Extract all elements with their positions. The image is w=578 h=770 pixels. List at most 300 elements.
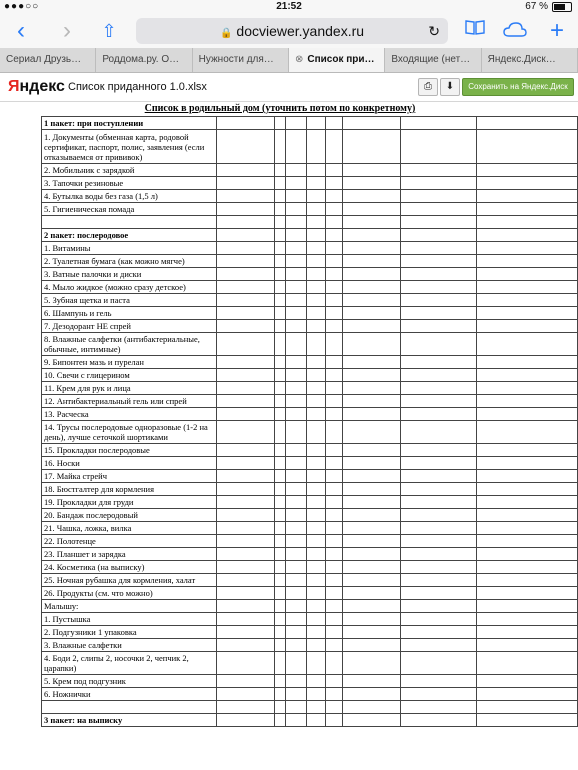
empty-cell[interactable] (400, 421, 476, 444)
empty-cell[interactable] (286, 369, 307, 382)
empty-cell[interactable] (476, 675, 577, 688)
empty-cell[interactable] (274, 701, 286, 714)
empty-cell[interactable] (326, 714, 343, 727)
empty-cell[interactable] (476, 255, 577, 268)
empty-cell[interactable] (286, 421, 307, 444)
empty-cell[interactable] (400, 242, 476, 255)
item-cell[interactable]: 2. Подгузники 1 упаковка (42, 626, 217, 639)
empty-cell[interactable] (217, 574, 274, 587)
empty-cell[interactable] (217, 496, 274, 509)
empty-cell[interactable] (400, 714, 476, 727)
empty-cell[interactable] (400, 356, 476, 369)
empty-cell[interactable] (400, 117, 476, 130)
empty-cell[interactable] (400, 496, 476, 509)
empty-cell[interactable] (476, 701, 577, 714)
empty-cell[interactable] (326, 356, 343, 369)
empty-cell[interactable] (476, 444, 577, 457)
empty-cell[interactable] (217, 535, 274, 548)
empty-cell[interactable] (274, 190, 286, 203)
empty-cell[interactable] (400, 281, 476, 294)
item-cell[interactable]: 5. Крем под подгузник (42, 675, 217, 688)
empty-cell[interactable] (217, 268, 274, 281)
empty-cell[interactable] (307, 444, 326, 457)
empty-cell[interactable] (326, 483, 343, 496)
empty-cell[interactable] (343, 470, 400, 483)
empty-cell[interactable] (307, 369, 326, 382)
empty-cell[interactable] (343, 587, 400, 600)
empty-cell[interactable] (307, 483, 326, 496)
empty-cell[interactable] (286, 626, 307, 639)
empty-cell[interactable] (217, 130, 274, 164)
empty-cell[interactable] (343, 652, 400, 675)
empty-cell[interactable] (217, 561, 274, 574)
empty-cell[interactable] (217, 522, 274, 535)
empty-cell[interactable] (274, 320, 286, 333)
empty-cell[interactable] (476, 470, 577, 483)
empty-cell[interactable] (307, 242, 326, 255)
empty-cell[interactable] (286, 203, 307, 216)
empty-cell[interactable] (343, 268, 400, 281)
empty-cell[interactable] (476, 356, 577, 369)
empty-cell[interactable] (326, 242, 343, 255)
empty-cell[interactable] (274, 483, 286, 496)
empty-cell[interactable] (274, 613, 286, 626)
empty-cell[interactable] (343, 675, 400, 688)
empty-cell[interactable] (400, 255, 476, 268)
empty-cell[interactable] (326, 470, 343, 483)
empty-cell[interactable] (400, 701, 476, 714)
empty-cell[interactable] (400, 382, 476, 395)
empty-cell[interactable] (476, 203, 577, 216)
close-icon[interactable]: ⊗ (294, 54, 304, 65)
empty-cell[interactable] (326, 587, 343, 600)
item-cell[interactable]: 7. Дезодорант НЕ спрей (42, 320, 217, 333)
empty-cell[interactable] (286, 509, 307, 522)
empty-cell[interactable] (343, 408, 400, 421)
empty-cell[interactable] (476, 333, 577, 356)
empty-cell[interactable] (307, 229, 326, 242)
empty-cell[interactable] (217, 483, 274, 496)
empty-cell[interactable] (326, 688, 343, 701)
empty-cell[interactable] (343, 333, 400, 356)
item-cell[interactable]: 25. Ночная рубашка для кормления, халат (42, 574, 217, 587)
item-cell[interactable]: 6. Ножнички (42, 688, 217, 701)
empty-cell[interactable] (343, 190, 400, 203)
empty-cell[interactable] (400, 509, 476, 522)
empty-cell[interactable] (343, 356, 400, 369)
empty-cell[interactable] (307, 320, 326, 333)
empty-cell[interactable] (286, 535, 307, 548)
empty-cell[interactable] (307, 587, 326, 600)
item-cell[interactable]: 5. Гигиеническая помада (42, 203, 217, 216)
empty-cell[interactable] (343, 130, 400, 164)
empty-cell[interactable] (274, 408, 286, 421)
empty-cell[interactable] (286, 255, 307, 268)
empty-cell[interactable] (307, 675, 326, 688)
empty-cell[interactable] (217, 203, 274, 216)
empty-cell[interactable] (343, 369, 400, 382)
empty-cell[interactable] (326, 626, 343, 639)
empty-cell[interactable] (286, 307, 307, 320)
item-cell[interactable]: 9. Бипонтен мазь и пурелан (42, 356, 217, 369)
empty-cell[interactable] (476, 587, 577, 600)
empty-cell[interactable] (326, 548, 343, 561)
empty-cell[interactable] (307, 408, 326, 421)
tab-inbox[interactable]: Входящие (нет… (385, 48, 481, 72)
empty-cell[interactable] (343, 294, 400, 307)
empty-cell[interactable] (307, 688, 326, 701)
empty-cell[interactable] (307, 701, 326, 714)
tab-yandex-disk[interactable]: Яндекс.Диск… (482, 48, 578, 72)
empty-cell[interactable] (217, 242, 274, 255)
empty-cell[interactable] (343, 626, 400, 639)
empty-cell[interactable] (286, 701, 307, 714)
empty-cell[interactable] (307, 216, 326, 229)
empty-cell[interactable] (476, 320, 577, 333)
share-button[interactable]: ⇧ (101, 21, 117, 41)
empty-cell[interactable] (274, 509, 286, 522)
empty-cell[interactable] (286, 294, 307, 307)
item-cell[interactable]: 1 пакет: при поступлении (42, 117, 217, 130)
empty-cell[interactable] (343, 613, 400, 626)
item-cell[interactable]: 2. Мобильник с зарядкой (42, 164, 217, 177)
empty-cell[interactable] (307, 294, 326, 307)
empty-cell[interactable] (217, 117, 274, 130)
empty-cell[interactable] (343, 320, 400, 333)
empty-cell[interactable] (476, 688, 577, 701)
empty-cell[interactable] (400, 639, 476, 652)
empty-cell[interactable] (286, 639, 307, 652)
empty-cell[interactable] (326, 320, 343, 333)
empty-cell[interactable] (217, 229, 274, 242)
empty-cell[interactable] (476, 130, 577, 164)
item-cell[interactable]: 1. Витамины (42, 242, 217, 255)
empty-cell[interactable] (476, 548, 577, 561)
empty-cell[interactable] (274, 164, 286, 177)
empty-cell[interactable] (217, 164, 274, 177)
empty-cell[interactable] (343, 457, 400, 470)
empty-cell[interactable] (343, 714, 400, 727)
tab-serial[interactable]: Сериал Друзь… (0, 48, 96, 72)
empty-cell[interactable] (274, 600, 286, 613)
empty-cell[interactable] (326, 369, 343, 382)
empty-cell[interactable] (476, 639, 577, 652)
empty-cell[interactable] (286, 496, 307, 509)
empty-cell[interactable] (217, 587, 274, 600)
empty-cell[interactable] (274, 714, 286, 727)
item-cell[interactable]: 3. Тапочки резиновые (42, 177, 217, 190)
empty-cell[interactable] (400, 395, 476, 408)
empty-cell[interactable] (400, 369, 476, 382)
empty-cell[interactable] (307, 190, 326, 203)
empty-cell[interactable] (326, 395, 343, 408)
empty-cell[interactable] (400, 164, 476, 177)
empty-cell[interactable] (217, 701, 274, 714)
empty-cell[interactable] (217, 177, 274, 190)
empty-cell[interactable] (326, 522, 343, 535)
empty-cell[interactable] (476, 522, 577, 535)
empty-cell[interactable] (326, 509, 343, 522)
empty-cell[interactable] (476, 600, 577, 613)
empty-cell[interactable] (286, 561, 307, 574)
item-cell[interactable]: 4. Мыло жидкое (можно сразу детское) (42, 281, 217, 294)
empty-cell[interactable] (274, 177, 286, 190)
empty-cell[interactable] (274, 522, 286, 535)
empty-cell[interactable] (274, 281, 286, 294)
empty-cell[interactable] (274, 561, 286, 574)
empty-cell[interactable] (476, 483, 577, 496)
empty-cell[interactable] (326, 600, 343, 613)
empty-cell[interactable] (343, 688, 400, 701)
empty-cell[interactable] (326, 164, 343, 177)
empty-cell[interactable] (217, 548, 274, 561)
empty-cell[interactable] (286, 522, 307, 535)
empty-cell[interactable] (307, 395, 326, 408)
empty-cell[interactable] (326, 117, 343, 130)
empty-cell[interactable] (326, 675, 343, 688)
empty-cell[interactable] (326, 382, 343, 395)
empty-cell[interactable] (274, 496, 286, 509)
empty-cell[interactable] (326, 701, 343, 714)
empty-cell[interactable] (400, 457, 476, 470)
empty-cell[interactable] (307, 600, 326, 613)
empty-cell[interactable] (274, 255, 286, 268)
empty-cell[interactable] (326, 444, 343, 457)
item-cell[interactable]: 22. Полотенце (42, 535, 217, 548)
empty-cell[interactable] (326, 229, 343, 242)
empty-cell[interactable] (476, 229, 577, 242)
item-cell[interactable]: 2. Туалетная бумага (как можно мягче) (42, 255, 217, 268)
item-cell[interactable]: 6. Шампунь и гель (42, 307, 217, 320)
empty-cell[interactable] (286, 242, 307, 255)
empty-cell[interactable] (307, 496, 326, 509)
empty-cell[interactable] (476, 281, 577, 294)
empty-cell[interactable] (286, 675, 307, 688)
empty-cell[interactable] (307, 117, 326, 130)
empty-cell[interactable] (476, 117, 577, 130)
yandex-logo[interactable]: Яндекс (8, 78, 65, 95)
empty-cell[interactable] (217, 395, 274, 408)
item-cell[interactable] (42, 216, 217, 229)
empty-cell[interactable] (326, 216, 343, 229)
empty-cell[interactable] (400, 587, 476, 600)
item-cell[interactable]: 1. Документы (обменная карта, родовой сертификат, паспорт, полис, заявления (если отказываемся от прививок) (42, 130, 217, 164)
item-cell[interactable]: 14. Трусы послеродовые одноразовые (1-2 на день), лучше сеточкой шортиками (42, 421, 217, 444)
empty-cell[interactable] (274, 216, 286, 229)
empty-cell[interactable] (307, 522, 326, 535)
empty-cell[interactable] (274, 268, 286, 281)
empty-cell[interactable] (476, 714, 577, 727)
empty-cell[interactable] (274, 242, 286, 255)
empty-cell[interactable] (307, 268, 326, 281)
empty-cell[interactable] (400, 483, 476, 496)
empty-cell[interactable] (400, 688, 476, 701)
empty-cell[interactable] (286, 600, 307, 613)
item-cell[interactable]: 19. Прокладки для груди (42, 496, 217, 509)
empty-cell[interactable] (307, 382, 326, 395)
empty-cell[interactable] (400, 548, 476, 561)
tab-spisok[interactable]: ⊗ Список при… (289, 48, 385, 72)
item-cell[interactable]: 12. Антибактериальный гель или спрей (42, 395, 217, 408)
empty-cell[interactable] (476, 509, 577, 522)
empty-cell[interactable] (476, 561, 577, 574)
empty-cell[interactable] (286, 548, 307, 561)
empty-cell[interactable] (326, 203, 343, 216)
empty-cell[interactable] (286, 444, 307, 457)
empty-cell[interactable] (217, 600, 274, 613)
print-button[interactable] (418, 78, 438, 96)
empty-cell[interactable] (274, 382, 286, 395)
empty-cell[interactable] (476, 369, 577, 382)
empty-cell[interactable] (326, 496, 343, 509)
empty-cell[interactable] (274, 395, 286, 408)
download-button[interactable] (440, 78, 460, 96)
empty-cell[interactable] (286, 190, 307, 203)
bookmarks-button[interactable] (462, 18, 488, 44)
empty-cell[interactable] (476, 216, 577, 229)
empty-cell[interactable] (286, 457, 307, 470)
empty-cell[interactable] (307, 255, 326, 268)
item-cell[interactable]: 18. Бюстгалтер для кормления (42, 483, 217, 496)
empty-cell[interactable] (217, 675, 274, 688)
empty-cell[interactable] (476, 535, 577, 548)
empty-cell[interactable] (217, 626, 274, 639)
item-cell[interactable]: 10. Свечи с глицерином (42, 369, 217, 382)
item-cell[interactable]: 3. Ватные палочки и диски (42, 268, 217, 281)
item-cell[interactable]: 20. Бандаж послеродовый (42, 509, 217, 522)
empty-cell[interactable] (274, 356, 286, 369)
item-cell[interactable]: 15. Прокладки послеродовые (42, 444, 217, 457)
reload-icon[interactable]: ↻ (428, 23, 440, 39)
empty-cell[interactable] (400, 626, 476, 639)
empty-cell[interactable] (217, 470, 274, 483)
empty-cell[interactable] (274, 652, 286, 675)
empty-cell[interactable] (400, 522, 476, 535)
empty-cell[interactable] (307, 177, 326, 190)
empty-cell[interactable] (476, 164, 577, 177)
empty-cell[interactable] (476, 408, 577, 421)
empty-cell[interactable] (286, 281, 307, 294)
empty-cell[interactable] (476, 190, 577, 203)
empty-cell[interactable] (274, 548, 286, 561)
empty-cell[interactable] (476, 421, 577, 444)
item-cell[interactable]: 11. Крем для рук и лица (42, 382, 217, 395)
item-cell[interactable]: Малышу: (42, 600, 217, 613)
empty-cell[interactable] (274, 535, 286, 548)
empty-cell[interactable] (400, 268, 476, 281)
item-cell[interactable]: 23. Планшет и зарядка (42, 548, 217, 561)
empty-cell[interactable] (476, 268, 577, 281)
item-cell[interactable]: 13. Расческа (42, 408, 217, 421)
cloud-tabs-button[interactable] (502, 18, 528, 44)
empty-cell[interactable] (217, 320, 274, 333)
empty-cell[interactable] (343, 600, 400, 613)
empty-cell[interactable] (217, 639, 274, 652)
item-cell[interactable]: 8. Влажные салфетки (антибактериальные, обычные, интимные) (42, 333, 217, 356)
empty-cell[interactable] (326, 294, 343, 307)
empty-cell[interactable] (217, 369, 274, 382)
empty-cell[interactable] (326, 639, 343, 652)
empty-cell[interactable] (400, 333, 476, 356)
empty-cell[interactable] (400, 408, 476, 421)
empty-cell[interactable] (217, 333, 274, 356)
empty-cell[interactable] (343, 509, 400, 522)
item-cell[interactable]: 24. Косметика (на выписку) (42, 561, 217, 574)
empty-cell[interactable] (400, 294, 476, 307)
empty-cell[interactable] (217, 652, 274, 675)
empty-cell[interactable] (343, 574, 400, 587)
empty-cell[interactable] (400, 229, 476, 242)
empty-cell[interactable] (400, 561, 476, 574)
empty-cell[interactable] (476, 574, 577, 587)
empty-cell[interactable] (343, 177, 400, 190)
empty-cell[interactable] (286, 164, 307, 177)
empty-cell[interactable] (476, 626, 577, 639)
empty-cell[interactable] (286, 574, 307, 587)
empty-cell[interactable] (217, 714, 274, 727)
empty-cell[interactable] (307, 356, 326, 369)
empty-cell[interactable] (286, 382, 307, 395)
empty-cell[interactable] (343, 117, 400, 130)
empty-cell[interactable] (307, 535, 326, 548)
tab-roddoma[interactable]: Роддома.ру. О… (96, 48, 192, 72)
new-tab-button[interactable]: + (549, 17, 564, 44)
empty-cell[interactable] (274, 369, 286, 382)
empty-cell[interactable] (476, 613, 577, 626)
empty-cell[interactable] (217, 688, 274, 701)
empty-cell[interactable] (217, 382, 274, 395)
empty-cell[interactable] (400, 190, 476, 203)
empty-cell[interactable] (476, 395, 577, 408)
item-cell[interactable]: 16. Носки (42, 457, 217, 470)
empty-cell[interactable] (286, 229, 307, 242)
empty-cell[interactable] (286, 395, 307, 408)
empty-cell[interactable] (343, 229, 400, 242)
empty-cell[interactable] (476, 294, 577, 307)
empty-cell[interactable] (274, 688, 286, 701)
empty-cell[interactable] (343, 701, 400, 714)
empty-cell[interactable] (217, 509, 274, 522)
empty-cell[interactable] (476, 496, 577, 509)
empty-cell[interactable] (274, 117, 286, 130)
empty-cell[interactable] (326, 281, 343, 294)
empty-cell[interactable] (217, 408, 274, 421)
empty-cell[interactable] (343, 216, 400, 229)
empty-cell[interactable] (286, 587, 307, 600)
empty-cell[interactable] (307, 509, 326, 522)
empty-cell[interactable] (326, 574, 343, 587)
empty-cell[interactable] (326, 561, 343, 574)
empty-cell[interactable] (476, 382, 577, 395)
empty-cell[interactable] (343, 421, 400, 444)
empty-cell[interactable] (343, 281, 400, 294)
empty-cell[interactable] (343, 164, 400, 177)
empty-cell[interactable] (274, 470, 286, 483)
empty-cell[interactable] (286, 483, 307, 496)
empty-cell[interactable] (307, 639, 326, 652)
empty-cell[interactable] (286, 652, 307, 675)
empty-cell[interactable] (343, 395, 400, 408)
empty-cell[interactable] (286, 688, 307, 701)
empty-cell[interactable] (217, 216, 274, 229)
empty-cell[interactable] (274, 421, 286, 444)
empty-cell[interactable] (286, 714, 307, 727)
empty-cell[interactable] (307, 574, 326, 587)
empty-cell[interactable] (286, 408, 307, 421)
empty-cell[interactable] (274, 294, 286, 307)
empty-cell[interactable] (286, 320, 307, 333)
empty-cell[interactable] (217, 255, 274, 268)
